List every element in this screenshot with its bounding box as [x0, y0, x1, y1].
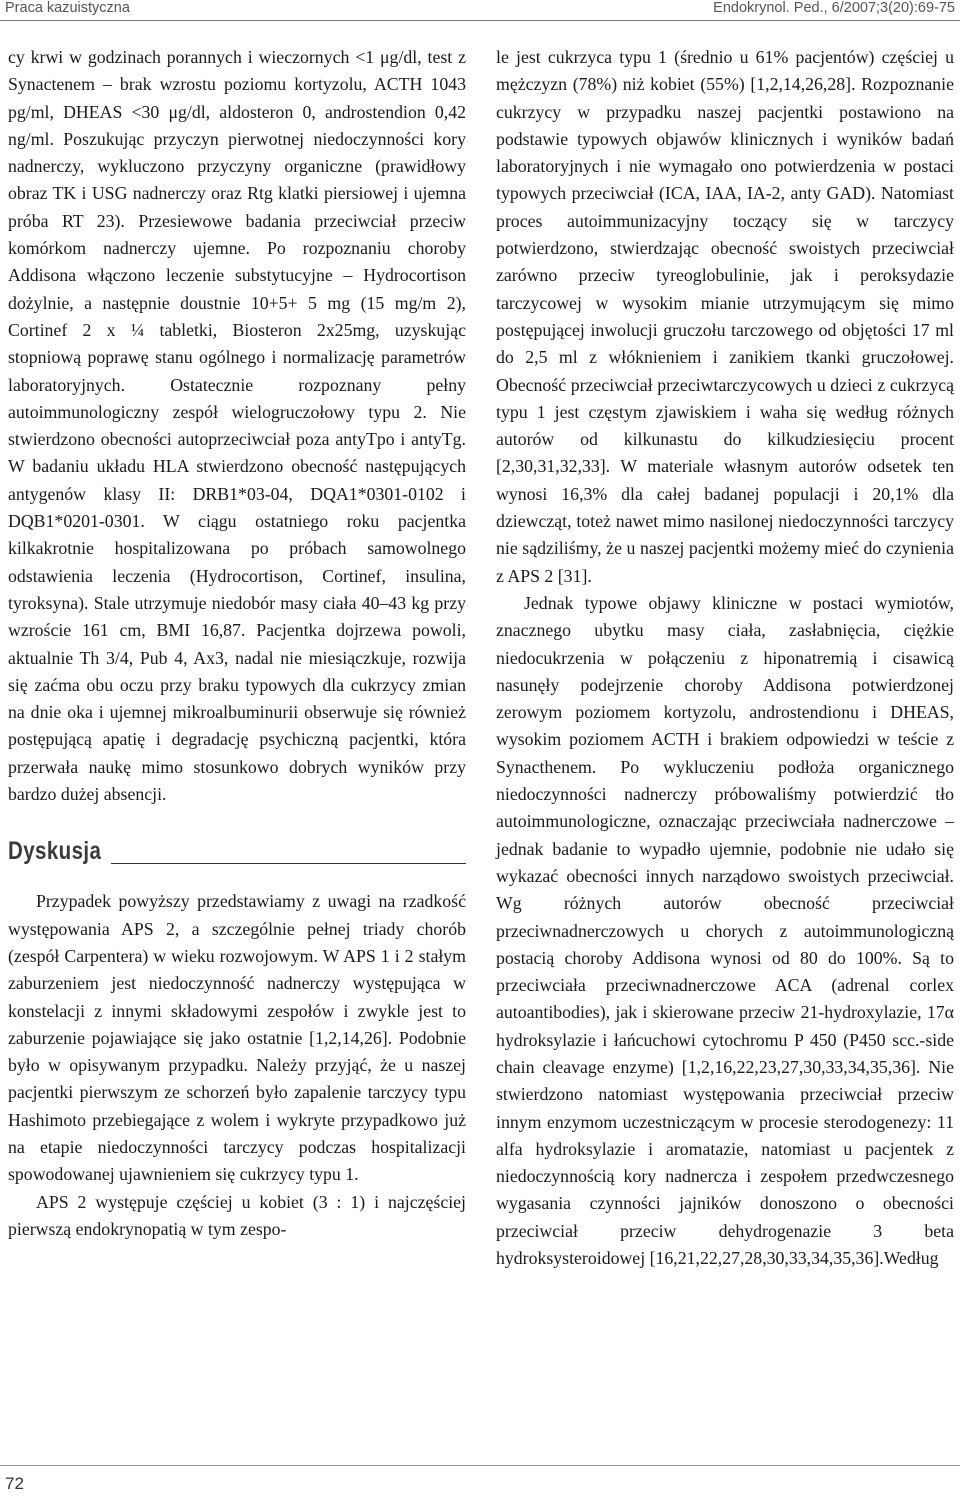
- right-column: [496, 44, 954, 1272]
- left-column: [8, 44, 466, 1243]
- discussion-paragraph-continued: le jest cukrzyca typu 1 (średnio u 61% pacjentów) częściej u mężczyzn (78%) niż kobiet (55%) [1,2,14,26,28]. Rozpoznanie cukrzycy w przypadku naszej pacjentki postawiono na podstawie typowych objawów klinicznych i wyników badań laboratoryjnych i nie wymagało ono potwierdzenia w postaci typowych przeciwciał (ICA, IAA, IA-2, anty GAD). Natomiast proces autoimmunizacyjny toczący się w tarczycy potwierdzono, stwierdzając obecność swoistych przeciwciał zarówno przeciw tyreoglobulinie, jak i peroksydazie tarczycowej w wysokim mianie utrzymującym się mimo postępującej inwolucji gruczołu tarczowego od objętości 17 ml do 2,5 ml z włóknieniem i zanikiem tkanki gruczołowej. Obecność przeciwciał przeciwtarczycowych u dzieci z cukrzycą typu 1 jest częstym zjawiskiem i waha się według różnych autorów od kilkunastu do kilkudziesięciu procent [2,30,31,32,33]. W materiale własnym autorów odsetek ten wynosi 16,3% dla całej badanej populacji i 20,1% dla dziewcząt, toteż nawet mimo nasilonej niedoczynności tarczycy nie sądziliśmy, że u naszej pacjentki możemy mieć do czynienia z APS 2 [31].: [496, 47, 954, 586]
- discussion-paragraph-1: Przypadek powyższy przedstawiamy z uwagi na rzadkość występowania APS 2, a szczególnie pełnej triady chorób (zespół Carpentera) w wieku rozwojowym. W APS 1 i 2 stałym zaburzeniem jest niedoczynność nadnerczy występująca w konstelacji z innymi składowymi zespołów i zwykle jest to zaburzenie pojawiające się jako ostatnie [1,2,14,26]. Podobnie było w opisywanym przypadku. Należy przyjąć, że u naszej pacjentki pierwszym ze schorzeń było zapalenie tarczycy typu Hashimoto przebiegające z wolem i wykryte przypadkowo już na etapie niedoczynności tarczycy podczas hospitalizacji spowodowanej ujawnieniem się cukrzycy typu 1.: [8, 891, 466, 1185]
- discussion-heading: [8, 838, 466, 870]
- page-number: 72: [5, 1474, 24, 1493]
- footer-divider: [0, 1465, 960, 1466]
- section-heading-text: Dyskusja: [8, 837, 102, 866]
- running-header-left: Praca kazuistyczna: [5, 0, 130, 16]
- case-description-paragraph: cy krwi w godzinach porannych i wieczornych <1 μg/dl, test z Synactenem – brak wzrostu poziomu kortyzolu, ACTH 1043 pg/ml, DHEAS <30 μg/dl, aldosteron 0, androstendion 0,42 ng/ml. Poszukując przyczyn pierwotnej niedoczynności kory nadnerczy, wykluczono przyczyny organiczne (prawidłowy obraz TK i USG nadnerczy oraz Rtg klatki piersiowej i ujemna próba RT 23). Przesiewowe badania przeciwciał przeciw komórkom nadnerczy ujemne. Po rozpoznaniu choroby Addisona włączono leczenie substytucyjne – Hydrocortison dożylnie, a następnie doustnie 10+5+ 5 mg (15 mg/m 2), Cortinef 2 x ¼ tabletki, Biosteron 2x25mg, uzyskując stopniową poprawę stanu ogólnego i normalizację parametrów laboratoryjnych. Ostatecznie rozpoznany pełny autoimmunologiczny zespół wielogruczołowy typu 2. Nie stwierdzono obecności autoprzeciwciał poza antyTpo i antyTg. W badaniu układu HLA stwierdzono obecność następujących antygenów klasy II: DRB1*03-04, DQA1*0301-0102 i DQB1*0201-0301. W ciągu ostatniego roku pacjentka kilkakrotnie hospitalizowana po próbach samowolnego odstawienia leczenia (Hydrocortison, Cortinef, insulina, tyroksyna). Stale utrzymuje niedobór masy ciała 40–43 kg przy wzroście 161 cm, BMI 16,87. Pacjentka dojrzewa powoli, aktualnie Th 3/4, Pub 4, Ax3, nadal nie miesiączkuje, rozwija się zaćma obu oczu przy braku typowych dla cukrzycy zmian na dnie oka i ujemnej mikroalbuminurii obserwuje się również postępującą apatię i degradację psychiczną pacjentki, która przerwała naukę mimo stosunkowo dobrych wyników przy bardzo dużej absencji.: [8, 47, 466, 805]
- discussion-paragraph-2: APS 2 występuje częściej u kobiet (3 : 1) i najczęściej pierwszą endokrynopatią w tym zespo-: [8, 1191, 466, 1239]
- running-header-right: Endokrynol. Ped., 6/2007;3(20):69-75: [713, 0, 955, 16]
- header-divider: [0, 20, 960, 21]
- discussion-paragraph-3: Jednak typowe objawy kliniczne w postaci wymiotów, znacznego ubytku masy ciała, zasłabnięcia, ciężkie niedocukrzenia w połączeniu z hiponatremią i cisawicą nasunęły podejrzenie choroby Addisona potwierdzonej zerowym poziomem kortyzolu, androstendionu i DHEAS, wysokim poziomem ACTH i brakiem odpowiedzi w teście z Synacthenem. Po wykluczeniu podłoża organicznego niedoczynności nadnerczy próbowaliśmy potwierdzić tło autoimmunologiczne, oznaczając przeciwciała nadnerczowe – jednak badanie to wypadło ujemnie, podobnie nie udało się wykazać obecności innych narządowo swoistych przeciwciał. Wg różnych autorów obecność przeciwciał przeciwnadnerczowych u chorych z autoimmunologiczną postacią choroby Addisona wynosi od 80 do 100%. Są to przeciwciała przeciwnadnerczowe ACA (adrenal corlex autoantibodies), jak i skierowane przeciw 21-hydroxylazie, 17α hydroksylazie i łańcuchowi cytochromu P 450 (P450 scc.-side chain cleavage enzyme) [1,2,16,22,23,27,30,33,34,35,36]. Nie stwierdzono natomiast występowania przeciwciał przeciw innym enzymom uczestniczącym w procesie sterodogenezy: 11 alfa hydroksylazie i aromatazie, natomiast u pacjentek z niedoczynnością kory nadnercza i zespołem przedwczesnego wygasania czynności jajników donoszono o obecności przeciwciał przeciw dehydrogenazie 3 beta hydroksysteroidowej [16,21,22,27,28,30,33,34,35,36].Według: [496, 592, 954, 1269]
- heading-underline: [111, 863, 466, 864]
